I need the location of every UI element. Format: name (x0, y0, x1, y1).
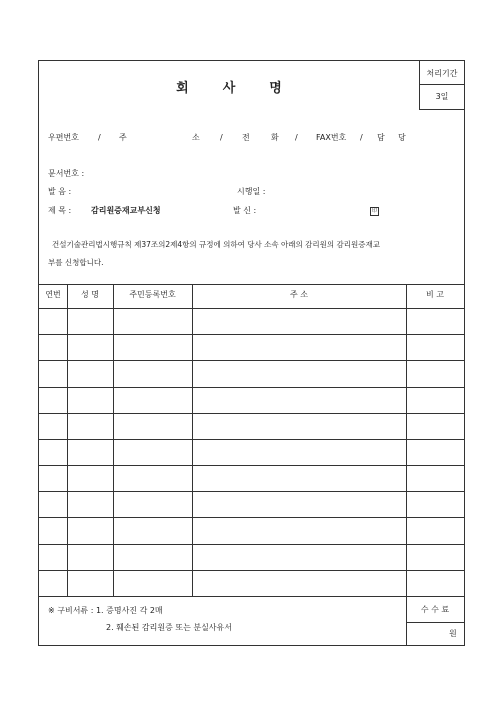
table-row (39, 360, 464, 361)
recipient-label: 발 음 : (48, 187, 72, 196)
processing-box-bottom (419, 109, 465, 110)
header-address: 주 소 (290, 290, 308, 299)
applicant-table (39, 284, 464, 596)
column-divider (67, 284, 68, 596)
header-remarks: 비 고 (426, 290, 444, 299)
body-line-1: 건설기술관리법시행규칙 제37조의2제4항의 규정에 의하여 당사 소속 아래의 감리원의 감리원증재교 (52, 240, 380, 249)
separator: / (98, 133, 101, 142)
date-label: 시행일 : (237, 187, 266, 196)
table-row (39, 544, 464, 545)
title-char-2: 사 (222, 81, 236, 96)
separator: / (220, 133, 223, 142)
address-label-2: 소 (192, 133, 200, 142)
manager-label-1: 담 (377, 133, 385, 142)
required-docs-item-2: 2. 훼손된 감리원증 또는 분실사유서 (106, 623, 232, 632)
column-divider (113, 284, 114, 596)
processing-box-divider (419, 84, 465, 85)
table-row (39, 387, 464, 388)
table-row (39, 465, 464, 466)
title-char-3: 명 (269, 81, 282, 96)
postal-code-label: 우편번호 (48, 133, 79, 142)
header-resident-number: 주민등록번호 (129, 290, 176, 299)
sender-label: 발 신 : (233, 206, 257, 215)
table-row (39, 491, 464, 492)
column-divider (406, 284, 407, 596)
address-label-1: 주 (119, 133, 127, 142)
seal-icon: 印 (371, 208, 377, 214)
phone-label-2: 화 (271, 133, 279, 142)
column-divider (192, 284, 193, 596)
page-title (39, 77, 419, 101)
subject-value: 감리원증재교부신청 (91, 206, 161, 215)
separator: / (360, 133, 363, 142)
table-row (39, 308, 464, 309)
header-name: 성 명 (81, 290, 99, 299)
fax-label: FAX번호 (316, 133, 347, 142)
doc-number-label: 문서번호 : (48, 169, 85, 178)
processing-label: 처리기간 (426, 69, 458, 78)
body-line-2: 부를 신청합니다. (48, 258, 104, 267)
fee-box-divider (406, 622, 464, 623)
title-char-1: 회 (176, 81, 189, 96)
manager-label-2: 당 (398, 133, 406, 142)
processing-value: 3일 (435, 92, 449, 101)
table-row (39, 570, 464, 571)
table-row (39, 439, 464, 440)
fee-label: 수 수 료 (420, 605, 450, 614)
separator: / (295, 133, 298, 142)
table-row (39, 413, 464, 414)
application-form (38, 60, 465, 646)
required-docs-label: ※ 구비서류 : 1. 증명사진 각 2매 (48, 606, 163, 615)
phone-label-1: 전 (242, 133, 250, 142)
table-top-border (39, 284, 464, 285)
fee-unit: 원 (449, 629, 457, 638)
fee-box-border (406, 596, 407, 646)
table-row (39, 517, 464, 518)
table-bottom-border (39, 596, 464, 597)
table-row (39, 334, 464, 335)
subject-label: 제 목 : (48, 206, 72, 215)
header-no: 연번 (45, 290, 61, 299)
